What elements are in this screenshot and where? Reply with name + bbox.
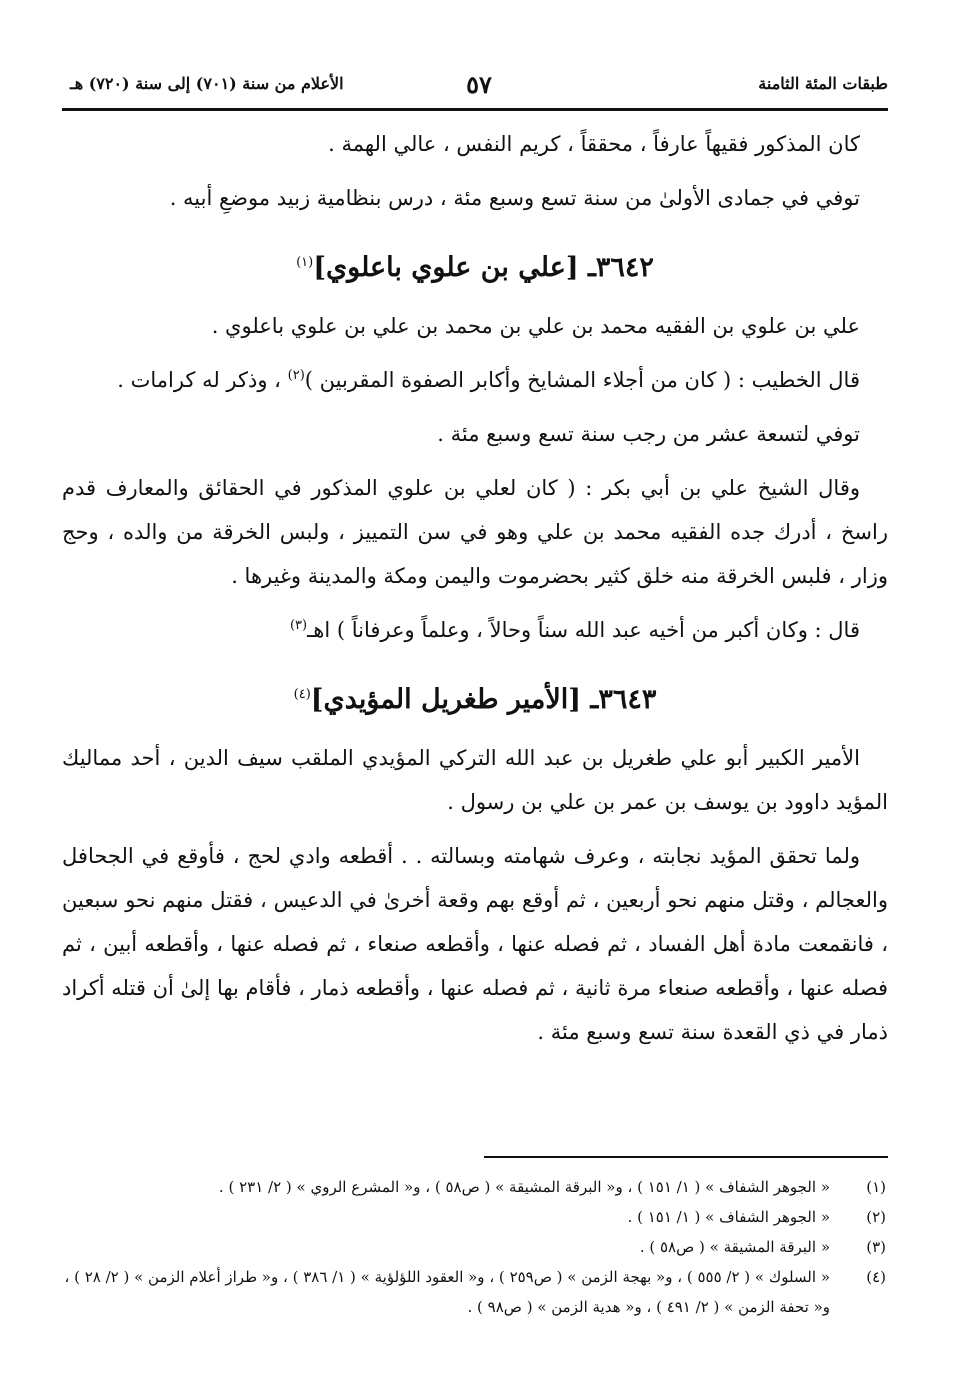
- footnote-text: « الجوهر الشفاف » ( ١/ ١٥١ ) ، و« البرقة المشيقة » ( ص٥٨ ) ، و« المشرع الروي » ( ٢/ ٢٣١ ) .: [218, 1178, 830, 1196]
- entry1-paragraph-5: [62, 608, 888, 652]
- entry-title-text: ٣٦٤٣ـ [الأمير طغريل المؤيدي]: [310, 684, 657, 715]
- entry2-paragraph-2: ولما تحقق المؤيد نجابته ، وعرف شهامته وبسالته . . أقطعه وادي لحج ، فأوقع في الجحافل والعجالم ، وقتل منهم نحو أربعين ، ثم أوقع بهم وقعة أخرىٰ في الدعيس ، فقتل منهم نحو سبعين ، فانقمعت مادة أهل الفساد ، ثم فصله عنها ، وأقطعه صنعاء ، ثم فصله عنها ، وأقطعه أبين ، ثم فصله عنها ، وأقطعه صنعاء مرة ثانية ، ثم فصله عنها ، وأقطعه ذمار ، فأقام بها إلىٰ أن قتله أكراد ذمار في ذي القعدة سنة تسع وسبع مئة .: [62, 844, 888, 1044]
- footnotes: [62, 1172, 886, 1322]
- header-range-title: الأعلام من سنة (٧٠١) إلى سنة (٧٢٠) هـ: [70, 74, 344, 93]
- entry-title-3643: [62, 674, 888, 726]
- footnote-3: [62, 1232, 886, 1262]
- intro-paragraph-1: كان المذكور فقيهاً عارفاً ، محققاً ، كريم النفس ، عالي الهمة .: [328, 132, 860, 156]
- entry1-quote-tail: ، وذكر له كرامات .: [117, 368, 288, 392]
- intro-paragraph-2: توفي في جمادى الأولىٰ من سنة تسع وسبع مئة ، درس بنظامية زبيد موضعِ أبيه .: [169, 186, 860, 210]
- footnote-rule: [484, 1156, 888, 1158]
- header-section-title: طبقات المئة الثامنة: [758, 74, 888, 93]
- footnote-number: (٤): [866, 1268, 886, 1286]
- entry1-paragraph-1: علي بن علوي بن الفقيه محمد بن علي بن محمد بن علي بن علوي باعلوي .: [211, 314, 860, 338]
- footnote-4: [62, 1262, 886, 1322]
- footnote-text: « البرقة المشيقة » ( ص٥٨ ) .: [639, 1238, 830, 1256]
- footnote-ref-4: (٤): [293, 687, 311, 702]
- entry1-paragraph-4: وقال الشيخ علي بن أبي بكر : ( كان لعلي بن علوي المذكور في الحقائق والمعارف قدم راسخ ، أدرك جده الفقيه محمد بن علي وهو في سن التمييز ، ولبس الخرقة من والده ، وحج وزار ، فلبس الخرقة منه خلق كثير بحضرموت واليمن ومكة والمدينة وغيرها .: [62, 476, 888, 588]
- page-number: ٥٧: [466, 70, 492, 99]
- footnote-number: (٢): [866, 1208, 886, 1226]
- footnote-number: (١): [866, 1178, 886, 1196]
- entry2-paragraph-1: الأمير الكبير أبو علي طغريل بن عبد الله التركي المؤيدي الملقب سيف الدين ، أحد مماليك المؤيد داوود بن يوسف بن عمر بن علي بن رسول .: [62, 746, 888, 814]
- entry1-paragraph-3: توفي لتسعة عشر من رجب سنة تسع وسبع مئة .: [437, 422, 860, 446]
- footnote-ref-2: (٢): [287, 368, 305, 383]
- entry-title-text: ٣٦٤٢ـ [علي بن علوي باعلوي]: [313, 252, 654, 283]
- page-body: [62, 122, 888, 1064]
- footnote-text: « السلوك » ( ٢/ ٥٥٥ ) ، و« بهجة الزمن » ( ص٢٥٩ ) ، و« العقود اللؤلؤية » ( ١/ ٣٨٦ ) ، و« طراز أعلام الزمن » ( ٢/ ٢٨ ) ، و« تحفة الزمن » ( ٢/ ٤٩١ ) ، و« هدية الزمن » ( ص٩٨ ) .: [64, 1268, 830, 1316]
- header-rule: [62, 108, 888, 111]
- footnote-2: [62, 1202, 886, 1232]
- entry1-closing: قال : وكان أكبر من أخيه عبد الله سناً وحالاً ، وعلماً وعرفاناً ) اهـ: [307, 618, 860, 642]
- entry1-quote: قال الخطيب : ( كان من أجلاء المشايخ وأكابر الصفوة المقربين ): [304, 368, 860, 392]
- footnote-ref-3: (٣): [289, 618, 308, 633]
- footnote-ref-1: (١): [296, 255, 314, 270]
- footnote-number: (٣): [866, 1238, 886, 1256]
- footnote-text: « الجوهر الشفاف » ( ١/ ١٥١ ) .: [627, 1208, 830, 1226]
- running-header: [70, 68, 888, 108]
- entry1-paragraph-2: [62, 358, 888, 402]
- footnote-1: [62, 1172, 886, 1202]
- entry-title-3642: [62, 242, 888, 294]
